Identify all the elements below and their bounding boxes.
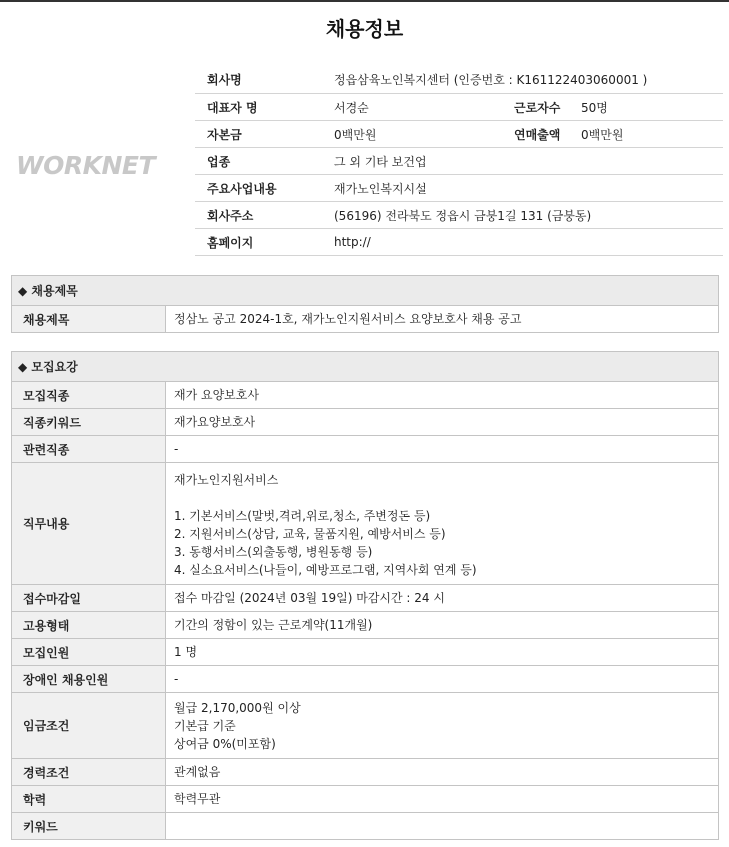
homepage-link[interactable]: http:// xyxy=(334,228,723,255)
row-value: 학력무관 xyxy=(166,786,719,813)
table-row xyxy=(12,786,719,813)
page-title: 채용정보 xyxy=(325,17,404,41)
company-industry-row xyxy=(195,147,723,174)
capital-label: 자본금 xyxy=(195,120,334,147)
row-label: 직무내용 xyxy=(12,463,166,585)
business-label: 주요사업내용 xyxy=(195,174,334,201)
row-value: 관계없음 xyxy=(166,759,719,786)
company-business-row xyxy=(195,174,723,201)
section-header-job-title: ◆ 채용제목 xyxy=(12,276,719,306)
table-row xyxy=(12,463,719,585)
company-address-row xyxy=(195,201,723,228)
industry-label: 업종 xyxy=(195,147,334,174)
table-row xyxy=(12,436,719,463)
row-label: 임금조건 xyxy=(12,693,166,759)
row-value: 1 명 xyxy=(166,639,719,666)
row-label: 접수마감일 xyxy=(12,585,166,612)
row-label: 직종키워드 xyxy=(12,409,166,436)
table-row xyxy=(12,759,719,786)
company-homepage-row xyxy=(195,228,723,255)
job-title-label: 채용제목 xyxy=(12,306,166,333)
row-label: 키워드 xyxy=(12,813,166,840)
row-value: 접수 마감일 (2024년 03월 19일) 마감시간 : 24 시 xyxy=(166,585,719,612)
row-label: 모집직종 xyxy=(12,382,166,409)
row-label: 학력 xyxy=(12,786,166,813)
row-label: 경력조건 xyxy=(12,759,166,786)
row-label: 고용형태 xyxy=(12,612,166,639)
address-label: 회사주소 xyxy=(195,201,334,228)
table-row xyxy=(12,693,719,759)
capital-value: 0백만원 xyxy=(334,120,502,147)
row-label: 장애인 채용인원 xyxy=(12,666,166,693)
section-header-recruit: ◆ 모집요강 xyxy=(12,352,719,382)
row-value: 재가 요양보호사 xyxy=(166,382,719,409)
table-row xyxy=(12,813,719,840)
company-capital-row xyxy=(195,120,723,147)
top-border-line xyxy=(0,0,729,2)
company-name-row xyxy=(195,66,723,93)
table-row xyxy=(12,409,719,436)
homepage-label: 홈페이지 xyxy=(195,228,334,255)
industry-value: 그 외 기타 보건업 xyxy=(334,147,723,174)
company-ceo-row xyxy=(195,93,723,120)
table-row xyxy=(12,585,719,612)
employees-value: 50명 xyxy=(581,93,723,120)
table-row xyxy=(12,612,719,639)
address-value: (56196) 전라북도 정읍시 금붕1길 131 (금붕동) xyxy=(334,201,723,228)
row-value: 재가노인지원서비스 1. 기본서비스(말벗,격려,위로,청소, 주변정돈 등) 2. 지원서비스(상담, 교육, 물품지원, 예방서비스 등) 3. 동행서비스(외출동행, 병원동행 등) 4. 실소요서비스(나들이, 예방프로그램, 지역사회 연계 등) xyxy=(166,463,719,585)
row-value: 월급 2,170,000원 이상 기본급 기준 상여금 0%(미포함) xyxy=(166,693,719,759)
business-value: 재가노인복지시설 xyxy=(334,174,723,201)
worknet-logo: WORKNET xyxy=(16,151,156,180)
ceo-label: 대표자 명 xyxy=(195,93,334,120)
sales-label: 연매출액 xyxy=(502,120,581,147)
row-value xyxy=(166,813,719,840)
row-label: 관련직종 xyxy=(12,436,166,463)
row-value: 기간의 정함이 있는 근로계약(11개월) xyxy=(166,612,719,639)
table-row xyxy=(12,639,719,666)
row-value: - xyxy=(166,436,719,463)
recruit-section xyxy=(11,351,719,840)
company-info-table xyxy=(195,66,723,256)
table-row xyxy=(12,666,719,693)
company-name-value: 정읍삼육노인복지센터 (인증번호 : K161122403060001 ) xyxy=(334,66,723,93)
job-title-value: 정삼노 공고 2024-1호, 재가노인지원서비스 요양보호사 채용 공고 xyxy=(166,306,719,333)
sales-value: 0백만원 xyxy=(581,120,723,147)
row-value: - xyxy=(166,666,719,693)
job-title-section xyxy=(11,275,719,333)
table-row xyxy=(12,382,719,409)
ceo-value: 서경순 xyxy=(334,93,502,120)
row-value: 재가요양보호사 xyxy=(166,409,719,436)
employees-label: 근로자수 xyxy=(502,93,581,120)
row-label: 모집인원 xyxy=(12,639,166,666)
company-name-label: 회사명 xyxy=(195,66,334,93)
